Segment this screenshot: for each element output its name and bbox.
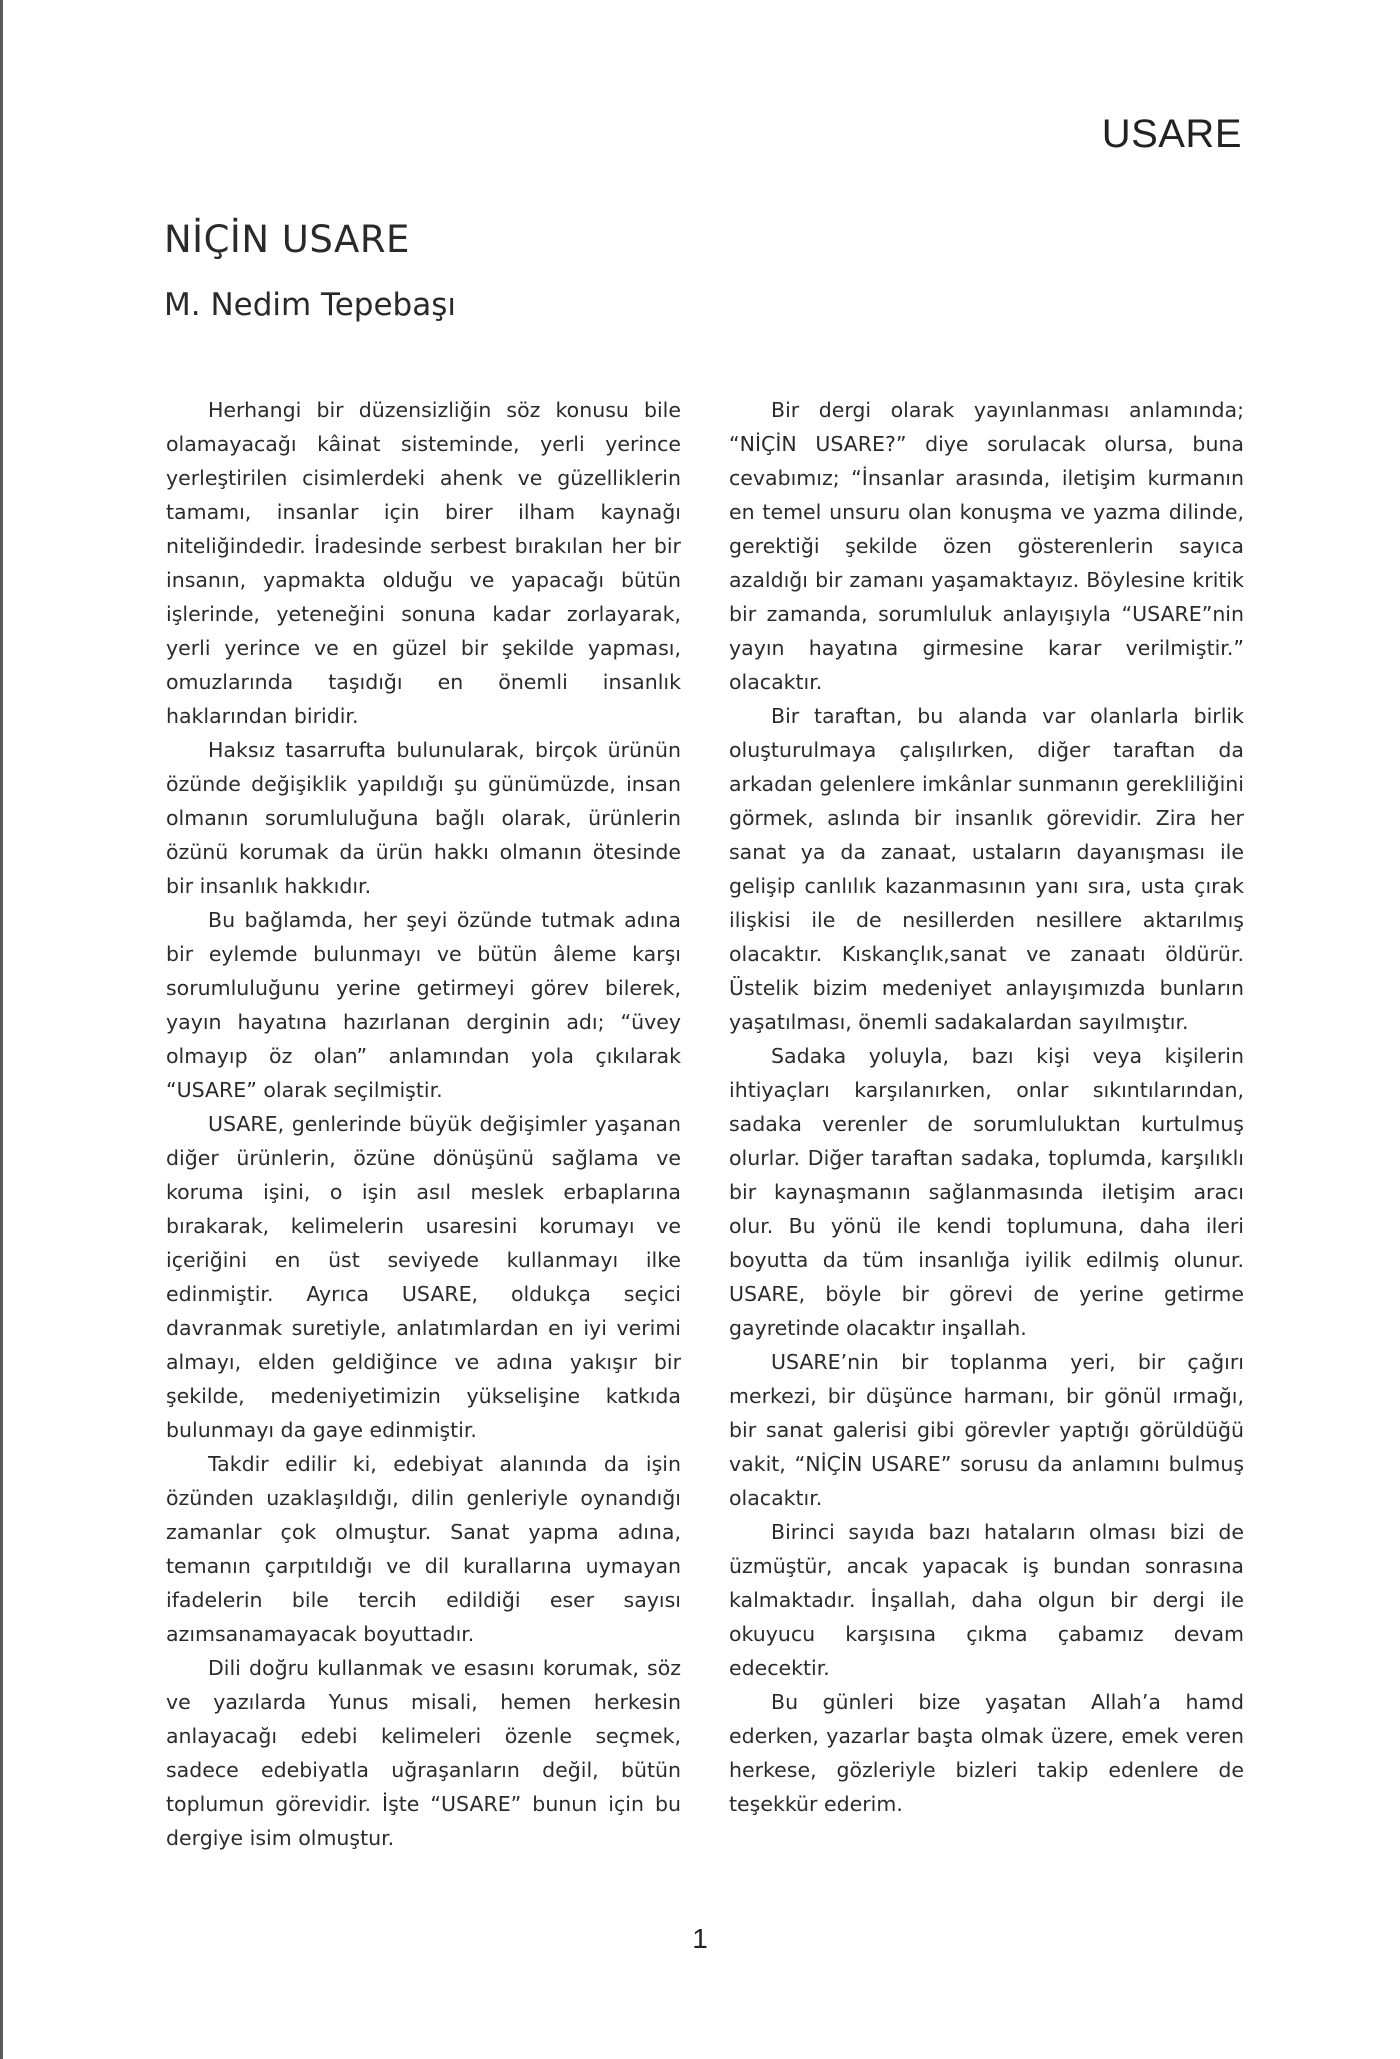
paragraph: Takdir edilir ki, edebiyat alanında da işin özünden uzaklaşıldığı, dilin genleriyle oynandığı zamanlar çok olmuştur. Sanat yapma adına, temanın çarpıtıldığı ve dil kurallarına uymayan ifadelerin bile tercih edildiği eser sayısı azımsanamayacak boyuttadır. — [166, 1452, 681, 1646]
text-column-right — [729, 393, 1244, 1821]
paragraph: Bir taraftan, bu alanda var olanlarla birlik oluşturulmaya çalışılırken, diğer taraftan da arkadan gelenlere imkânlar sunmanın gerekliliğini görmek, aslında bir insanlık görevidir. Zira her sanat ya da zanaat, ustaların dayanışması ile gelişip canlılık kazanmasının yanı sıra, usta çırak ilişkisi ile de nesillerden nesillere aktarılmış olacaktır. Kıskançlık,sanat ve zanaatı öldürür. Üstelik bizim medeniyet anlayışımızda bunların yaşatılması, önemli sadakalardan sayılmıştır. — [729, 704, 1244, 1034]
article-author: M. Nedim Tepebaşı — [164, 287, 456, 323]
paragraph: Herhangi bir düzensizliğin söz konusu bile olamayacağı kâinat sisteminde, yerli yerince yerleştirilen cisimlerdeki ahenk ve güzelliklerin tamamı, insanlar için birer ilham kaynağı niteliğindedir. İradesinde serbest bırakılan her bir insanın, yapmakta olduğu ve yapacağı bütün işlerinde, yeteneğini sonuna kadar zorlayarak, yerli yerince ve en güzel bir şekilde yapması, omuzlarında taşıdığı en önemli insanlık haklarından biridir. — [166, 398, 681, 728]
paragraph: Bu günleri bize yaşatan Allah’a hamd ederken, yazarlar başta olmak üzere, emek veren herkese, gözleriyle bizleri takip edenlere de teşekkür ederim. — [729, 1690, 1244, 1816]
paragraph: Haksız tasarrufta bulunularak, birçok ürünün özünde değişiklik yapıldığı şu günümüzde, insan olmanın sorumluluğuna bağlı olarak, ürünlerin özünü korumak da ürün hakkı olmanın ötesinde bir insanlık hakkıdır. — [166, 738, 681, 898]
paragraph: USARE’nin bir toplanma yeri, bir çağırı merkezi, bir düşünce harmanı, bir gönül ırmağı, bir sanat galerisi gibi görevler yaptığı görüldüğü vakit, “NİÇİN USARE” sorusu da anlamını bulmuş olacaktır. — [729, 1350, 1244, 1510]
article-title: NİÇİN USARE — [164, 218, 410, 261]
magazine-header-title: USARE — [1101, 112, 1242, 156]
page-number: 1 — [692, 1923, 708, 1954]
paragraph: Bu bağlamda, her şeyi özünde tutmak adına bir eylemde bulunmayı ve bütün âleme karşı sorumluluğunu yerine getirmeyi görev bilerek, yayın hayatına hazırlanan derginin adı; “üvey olmayıp öz olan” anlamından yola çıkılarak “USARE” olarak seçilmiştir. — [166, 908, 681, 1102]
paragraph: Bir dergi olarak yayınlanması anlamında; “NİÇİN USARE?” diye sorulacak olursa, buna cevabımız; “İnsanlar arasında, iletişim kurmanın en temel unsuru olan konuşma ve yazma dilinde, gerektiği şekilde özen gösterenlerin sayıca azaldığı bir zamanı yaşamaktayız. Böylesine kritik bir zamanda, sorumluluk anlayışıyla “USARE”nin yayın hayatına girmesine karar verilmiştir.” olacaktır. — [729, 398, 1244, 694]
paragraph: USARE, genlerinde büyük değişimler yaşanan diğer ürünlerin, özüne dönüşünü sağlama ve koruma işini, o işin asıl meslek erbaplarına bırakarak, kelimelerin usaresini korumayı ve içeriğini en üst seviyede kullanmayı ilke edinmiştir. Ayrıca USARE, oldukça seçici davranmak suretiyle, anlatımlardan en iyi verimi almayı, elden geldiğince ve adına yakışır bir şekilde, medeniyetimizin yükselişine katkıda bulunmayı da gaye edinmiştir. — [166, 1112, 681, 1442]
paragraph: Sadaka yoluyla, bazı kişi veya kişilerin ihtiyaçları karşılanırken, onlar sıkıntılarından, sadaka verenler de sorumluluktan kurtulmuş olurlar. Diğer taraftan sadaka, toplumda, karşılıklı bir kaynaşmanın sağlanmasında iletişim aracı olur. Bu yönü ile kendi toplumuna, daha ileri boyutta da tüm insanlığa iyilik edilmiş olunur. USARE, böyle bir görevi de yerine getirme gayretinde olacaktır inşallah. — [729, 1044, 1244, 1340]
paragraph: Dili doğru kullanmak ve esasını korumak, söz ve yazılarda Yunus misali, hemen herkesin anlayacağı edebi kelimeleri özenle seçmek, sadece edebiyatla uğraşanların değil, bütün toplumun görevidir. İşte “USARE” bunun için bu dergiye isim olmuştur. — [166, 1656, 681, 1850]
page-edge-line — [0, 0, 3, 2059]
paragraph: Birinci sayıda bazı hataların olması bizi de üzmüştür, ancak yapacak iş bundan sonrasına kalmaktadır. İnşallah, daha olgun bir dergi ile okuyucu karşısına çıkma çabamız devam edecektir. — [729, 1520, 1244, 1680]
text-column-left — [166, 393, 681, 1855]
